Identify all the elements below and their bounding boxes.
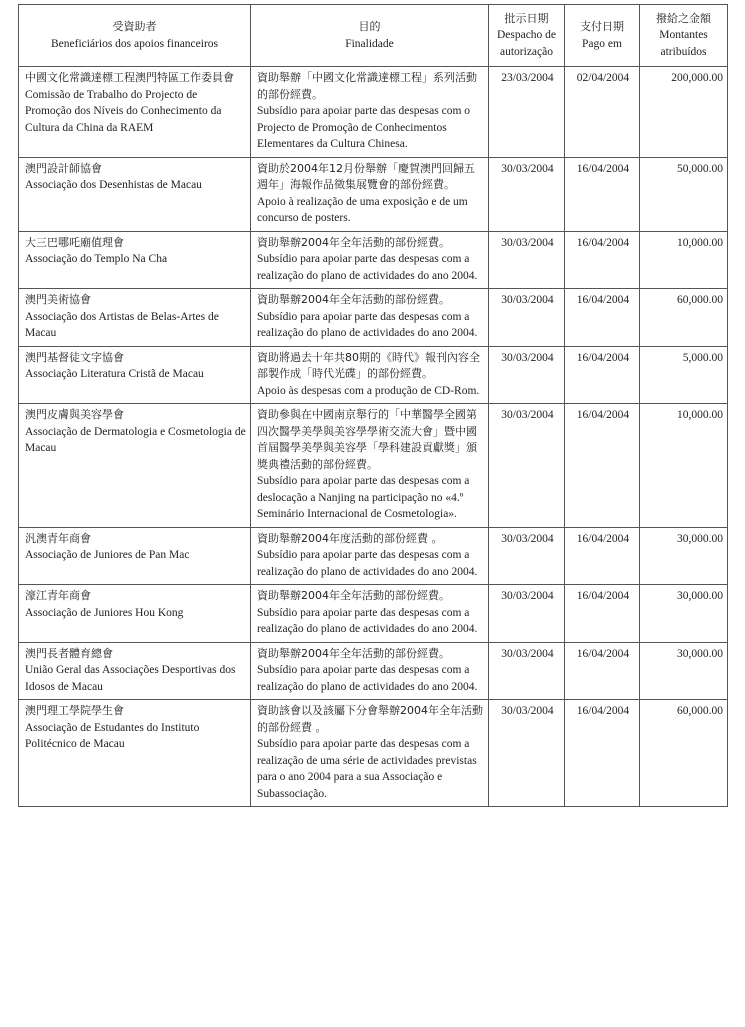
header-amount: 撥給之金額 Montantes atribuídos [640,5,728,67]
beneficiary-cell [19,231,251,289]
purpose-zh: 資助於2004年12月份舉辦「慶賀澳門回歸五週年」海報作品徵集展覽會的部份經費。 [257,161,475,191]
beneficiary-cell [19,157,251,231]
purpose-pt: Subsídio para apoiar parte das despesas com a deslocação a Nanjing na participação no «4.º Seminário Internacional de Cosmetologia». [257,475,470,520]
table-row [19,346,728,404]
header-beneficiary: 受資助者 Beneficiários dos apoios financeiros [19,5,251,67]
amount-cell: 5,000.00 [640,346,728,404]
beneficiary-name-zh: 濠江青年商會 [25,589,91,602]
beneficiary-name-zh: 澳門設計師協會 [25,161,102,175]
purpose-pt: Subsídio para apoiar parte das despesas com a realização do plano de actividades do ano 2004. [257,664,478,693]
beneficiary-name-pt: Associação de Dermatologia e Cosmetologia de Macau [25,425,246,454]
purpose-cell [251,231,489,289]
amount-cell: 60,000.00 [640,700,728,807]
purpose-cell [251,289,489,347]
payment-date-cell: 16/04/2004 [565,231,640,289]
amount-cell: 200,000.00 [640,67,728,158]
purpose-zh: 資助參與在中國南京舉行的「中華醫學全國第四次醫學美學與美容學學術交流大會」暨中國首屆醫學美學與美容學「學科建設貢獻獎」頒獎典禮活動的部份經費。 [257,408,477,471]
purpose-pt: Subsídio para apoiar parte das despesas com o Projecto de Promoção de Conhecimentos Elementares da Cultura Chinesa. [257,105,471,150]
beneficiary-cell [19,527,251,585]
header-authorization-date: 批示日期 Despacho de autorização [489,5,565,67]
amount-cell: 10,000.00 [640,231,728,289]
beneficiary-name-zh: 汎澳青年商會 [25,531,91,545]
authorization-date-cell: 30/03/2004 [489,700,565,807]
beneficiary-name-pt: Associação de Juniores de Pan Mac [25,549,190,561]
payment-date-cell: 16/04/2004 [565,404,640,528]
authorization-date-cell: 30/03/2004 [489,527,565,585]
beneficiary-cell [19,346,251,404]
table-header-row [19,5,728,67]
beneficiary-name-pt: Associação de Estudantes do Instituto Politécnico de Macau [25,721,200,750]
purpose-cell [251,527,489,585]
amount-cell: 30,000.00 [640,585,728,643]
table-body [19,67,728,807]
purpose-pt: Subsídio para apoiar parte das despesas com a realização do plano de actividades do ano 2004. [257,606,478,635]
purpose-pt: Subsídio para apoiar parte das despesas com a realização do plano de actividades do ano 2004. [257,310,478,339]
beneficiary-name-zh: 澳門美術協會 [25,293,91,306]
beneficiary-name-pt: Associação dos Desenhistas de Macau [25,179,202,191]
payment-date-cell: 16/04/2004 [565,346,640,404]
purpose-zh: 資助舉辦2004年全年活動的部份經費。 [257,646,450,660]
purpose-cell [251,585,489,643]
beneficiary-name-zh: 澳門長者體育總會 [25,646,113,660]
payment-date-cell: 16/04/2004 [565,157,640,231]
amount-cell: 30,000.00 [640,642,728,700]
authorization-date-cell: 30/03/2004 [489,346,565,404]
purpose-zh: 資助舉辦「中國文化常識達標工程」系列活動的部份經費。 [257,71,477,101]
table-row [19,157,728,231]
beneficiary-name-zh: 澳門基督徒文字協會 [25,350,124,364]
beneficiary-name-zh: 澳門皮膚與美容學會 [25,408,124,421]
purpose-cell [251,67,489,158]
authorization-date-cell: 30/03/2004 [489,231,565,289]
purpose-cell [251,346,489,404]
beneficiary-name-pt: Comissão de Trabalho do Projecto de Promoção dos Níveis do Conhecimento da Cultura da China da RAEM [25,88,222,134]
authorization-date-cell: 30/03/2004 [489,289,565,347]
payment-date-cell: 16/04/2004 [565,642,640,700]
table-row [19,231,728,289]
beneficiary-cell [19,67,251,158]
header-payment-date: 支付日期 Pago em [565,5,640,67]
purpose-cell [251,700,489,807]
purpose-pt: Subsídio para apoiar parte das despesas com a realização do plano de actividades do ano 2004. [257,253,478,282]
authorization-date-cell: 30/03/2004 [489,157,565,231]
purpose-pt: Apoio à realização de uma exposição e de um concurso de posters. [257,195,468,224]
amount-cell: 60,000.00 [640,289,728,347]
purpose-pt: Subsídio para apoiar parte das despesas com a realização do plano de actividades do ano 2004. [257,549,478,578]
purpose-zh: 資助將過去十年共80期的《時代》報刊內容全部製作成「時代光碟」的部份經費。 [257,350,480,380]
purpose-zh: 資助該會以及該屬下分會舉辦2004年全年活動的部份經費 。 [257,704,483,734]
table-row [19,404,728,528]
amount-cell: 30,000.00 [640,527,728,585]
purpose-zh: 資助舉辦2004年度活動的部份經費 。 [257,531,443,545]
amount-cell: 10,000.00 [640,404,728,528]
payment-date-cell: 16/04/2004 [565,527,640,585]
purpose-zh: 資助舉辦2004年全年活動的部份經費。 [257,589,450,602]
authorization-date-cell: 30/03/2004 [489,585,565,643]
purpose-pt: Apoio às despesas com a produção de CD-Rom. [257,384,480,397]
beneficiary-name-zh: 澳門理工學院學生會 [25,704,124,717]
table-row [19,527,728,585]
beneficiary-cell [19,404,251,528]
payment-date-cell: 16/04/2004 [565,585,640,643]
payment-date-cell: 02/04/2004 [565,67,640,158]
purpose-cell [251,642,489,700]
beneficiary-name-zh: 中國文化常識達標工程澳門特區工作委員會 [25,71,234,84]
beneficiary-name-pt: Associação do Templo Na Cha [25,253,168,265]
beneficiary-cell [19,585,251,643]
authorization-date-cell: 23/03/2004 [489,67,565,158]
authorization-date-cell: 30/03/2004 [489,404,565,528]
amount-cell: 50,000.00 [640,157,728,231]
purpose-zh: 資助舉辦2004年全年活動的部份經費。 [257,235,450,249]
beneficiary-cell [19,289,251,347]
beneficiary-name-zh: 大三巴哪吒廟值理會 [25,235,124,249]
beneficiary-name-pt: Associação de Juniores Hou Kong [25,606,184,619]
beneficiary-name-pt: Associação dos Artistas de Belas-Artes de Macau [25,310,219,339]
beneficiary-cell [19,700,251,807]
purpose-zh: 資助舉辦2004年全年活動的部份經費。 [257,293,450,306]
table-row [19,642,728,700]
grants-table [18,4,728,807]
table-row [19,289,728,347]
purpose-pt: Subsídio para apoiar parte das despesas com a realização de uma série de actividades previstas para o ano 2004 para a sua Associação e Subassociação. [257,738,477,800]
table-row [19,700,728,807]
authorization-date-cell: 30/03/2004 [489,642,565,700]
beneficiary-cell [19,642,251,700]
table-row [19,585,728,643]
table-row [19,67,728,158]
beneficiary-name-pt: Associação Literatura Cristã de Macau [25,368,204,380]
purpose-cell [251,157,489,231]
header-purpose: 目的 Finalidade [251,5,489,67]
payment-date-cell: 16/04/2004 [565,700,640,807]
purpose-cell [251,404,489,528]
beneficiary-name-pt: União Geral das Associações Desportivas dos Idosos de Macau [25,664,236,693]
payment-date-cell: 16/04/2004 [565,289,640,347]
